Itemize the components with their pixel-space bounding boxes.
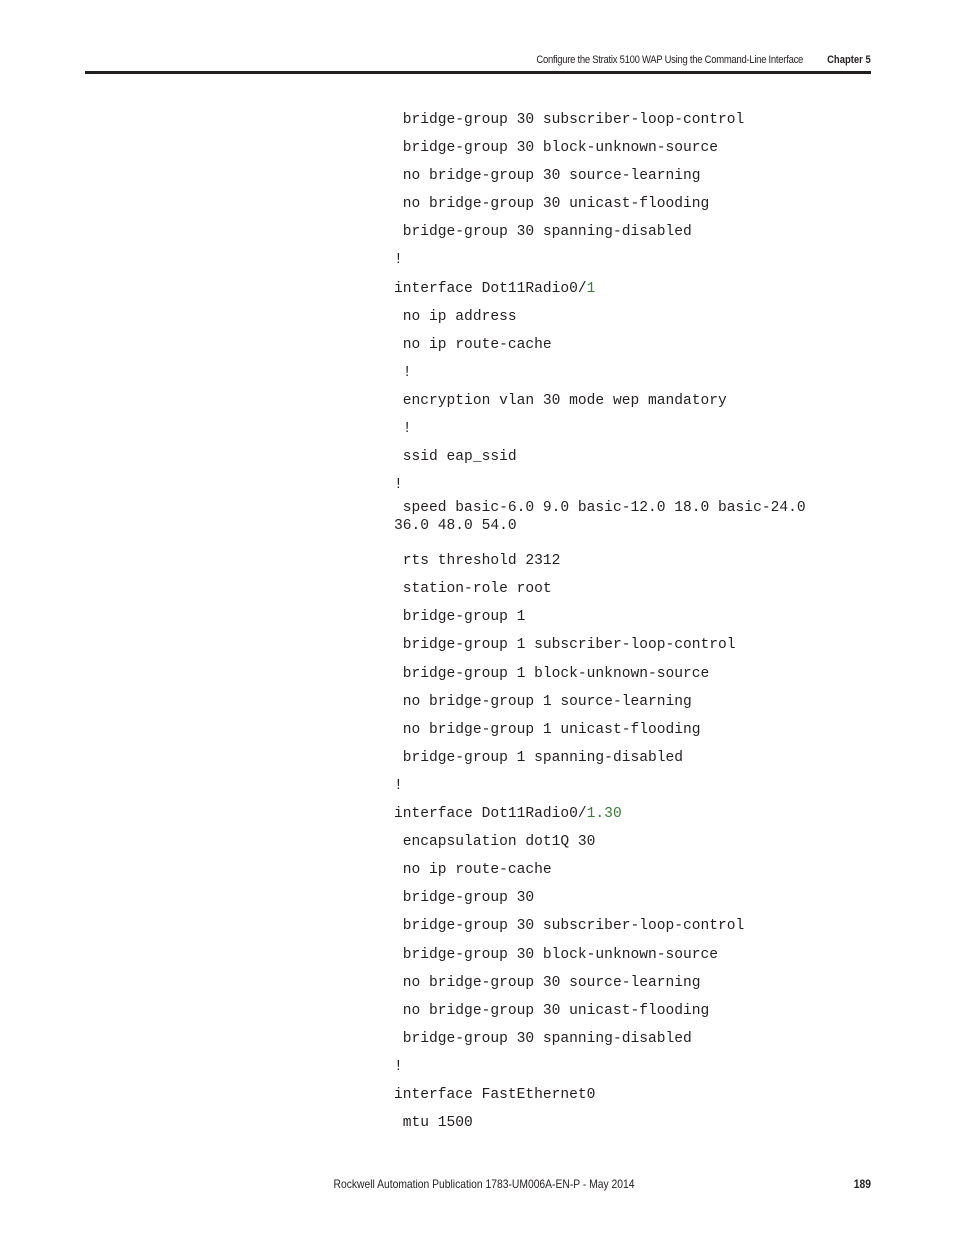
code-line: no bridge-group 1 source-learning: [394, 693, 692, 710]
code-line: bridge-group 30 subscriber-loop-control: [394, 918, 745, 935]
code-line: !: [394, 364, 412, 381]
code-line: bridge-group 30 subscriber-loop-control: [394, 112, 745, 128]
code-line: bridge-group 30 spanning-disabled: [394, 224, 692, 241]
code-line: station-role root: [394, 581, 552, 598]
code-line: encryption vlan 30 mode wep mandatory: [394, 392, 727, 409]
code-line: [394, 275, 844, 303]
code-line: speed basic-6.0 9.0 basic-12.0 18.0 basic-24.0: [394, 500, 806, 517]
code-line: [394, 800, 844, 828]
page-header: [85, 50, 871, 74]
code-line: bridge-group 30 spanning-disabled: [394, 1030, 692, 1047]
code-line: 36.0 48.0 54.0: [394, 517, 517, 534]
code-line: no bridge-group 30 unicast-flooding: [394, 1002, 710, 1019]
code-line: bridge-group 1: [394, 609, 526, 626]
header-title: Configure the Stratix 5100 WAP Using the Command-Line Interface: [536, 54, 803, 66]
code-line: !: [394, 777, 403, 794]
code-line: encapsulation dot1Q 30: [394, 834, 596, 851]
code-line: bridge-group 1 block-unknown-source: [394, 665, 710, 682]
code-text: interface Dot11Radio0/: [394, 280, 587, 297]
code-line: bridge-group 1 spanning-disabled: [394, 749, 684, 766]
header-chapter: Chapter 5: [827, 54, 871, 66]
code-line: interface FastEthernet0: [394, 1086, 596, 1103]
code-line: bridge-group 30 block-unknown-source: [394, 946, 719, 963]
code-line: bridge-group 1 subscriber-loop-control: [394, 637, 736, 654]
footer-publication-text: Rockwell Automation Publication 1783-UM006A-EN-P - May 2014: [333, 1177, 635, 1191]
page-number: 189: [853, 1177, 871, 1191]
code-line: bridge-group 30: [394, 890, 535, 907]
code-line: no bridge-group 1 unicast-flooding: [394, 721, 701, 738]
code-line: no bridge-group 30 source-learning: [394, 974, 701, 991]
code-line: rts threshold 2312: [394, 553, 561, 570]
code-line: ssid eap_ssid: [394, 449, 517, 466]
code-listing: [394, 106, 844, 1137]
code-line: !: [394, 252, 403, 269]
code-line: no ip route-cache: [394, 336, 552, 353]
code-text: interface Dot11Radio0/: [394, 806, 587, 823]
code-line: bridge-group 30 block-unknown-source: [394, 140, 719, 157]
code-number: 1.30: [586, 806, 622, 823]
code-line: no ip address: [394, 308, 517, 325]
code-line: no bridge-group 30 source-learning: [394, 168, 701, 185]
code-number: 1: [586, 280, 596, 297]
code-line: !: [394, 477, 403, 494]
footer-publication: [0, 1177, 954, 1191]
code-line: no ip route-cache: [394, 862, 552, 879]
code-line: !: [394, 1058, 403, 1075]
code-line: no bridge-group 30 unicast-flooding: [394, 196, 710, 213]
code-line: mtu 1500: [394, 1115, 473, 1132]
code-line: !: [394, 421, 412, 438]
